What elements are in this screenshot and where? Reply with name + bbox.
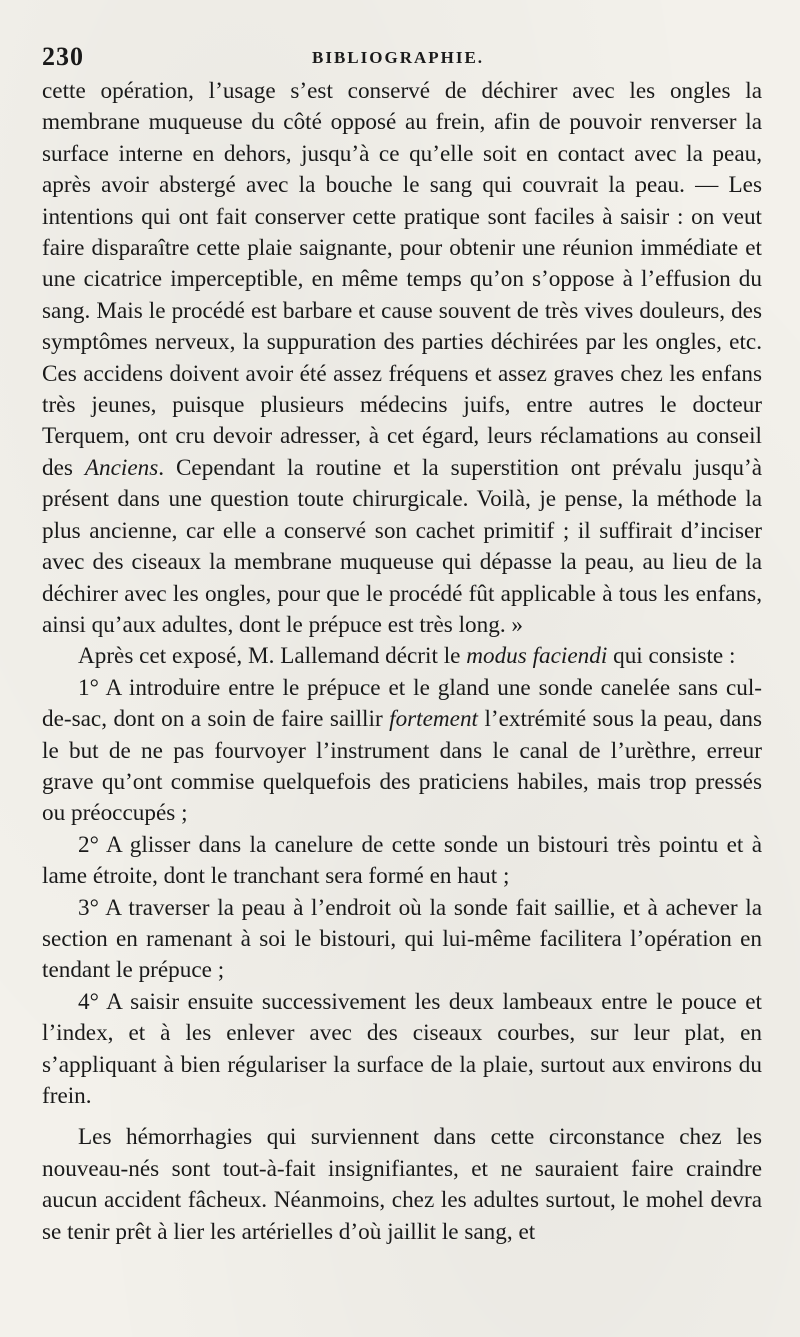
paragraph-text: qui consiste : (607, 643, 736, 670)
paragraph-text: . Cependant la routine et la superstition ont prévalu jusqu’à présent dans une question toute chirurgicale. Voilà, je pense, la méthode la plus ancienne, car elle a conservé son cachet primitif ; il suffirait d’inciser avec des ciseaux la membrane muqueuse qui dépasse la peau, au lieu de la déchirer avec les ongles, pour que le procédé fût applicable à tous les enfans, ainsi qu’aux adultes, dont le prépuce est très long. » (42, 454, 762, 638)
italic-term: Anciens (84, 454, 159, 481)
step-3: 3° A traverser la peau à l’endroit où la sonde fait saillie, et à achever la section en ramenant à soi le bistouri, qui lui-même facilitera l’opération en tendant le prépuce ; (42, 894, 762, 984)
paragraph-hemorrhage: Les hémorrhagies qui surviennent dans cette circonstance chez les nouveau-nés sont tout-à-fait insignifiantes, et ne sauraient faire craindre aucun accident fâcheux. Néanmoins, chez les adultes surtout, le mohel devra se tenir prêt à lier les artérielles d’où jaillit le sang, et (42, 1124, 762, 1245)
italic-term: fortement (389, 706, 478, 733)
paragraph-method-intro (42, 641, 762, 672)
italic-term: modus faciendi (466, 643, 608, 670)
paragraph-quote-continuation (42, 76, 762, 641)
paragraph-text: 1° A introduire entre le prépuce et le gland une sonde canelée sans cul-de-sac, dont on a soin de faire saillir (42, 674, 762, 733)
running-head (42, 36, 762, 76)
running-title: BIBLIOGRAPHIE. (312, 48, 485, 67)
body-text (42, 76, 762, 1248)
paragraph-text: Après cet exposé, M. Lallemand décrit le (78, 643, 467, 670)
step-2: 2° A glisser dans la canelure de cette sonde un bistouri très pointu et à lame étroite, dont le tranchant sera formé en haut ; (42, 831, 762, 890)
page-number: 230 (42, 42, 84, 71)
step-1 (42, 673, 762, 830)
step-4: 4° A saisir ensuite successivement les deux lambeaux entre le pouce et l’index, et à les enlever avec des ciseaux courbes, sur leur plat, en s’appliquant à bien régulariser la surface de la plaie, surtout aux environs du frein. (42, 988, 762, 1109)
paragraph-text: cette opération, l’usage s’est conservé de déchirer avec les ongles la membrane muqueuse du côté opposé au frein, afin de pouvoir renverser la surface interne en dehors, jusqu’à ce qu’elle soit en contact avec la peau, après avoir abstergé avec la bouche le sang qui couvrait la peau. — Les intentions qui ont fait conserver cette pratique sont faciles à saisir : on veut faire disparaître cette plaie saignante, pour obtenir une réunion immédiate et une cicatrice imperceptible, en même temps qu’on s’oppose à l’effusion du sang. Mais le procédé est barbare et cause souvent de très vives douleurs, des symptômes nerveux, la suppuration des parties déchirées par les ongles, etc. Ces accidens doivent avoir été assez fréquens et assez graves chez les enfans très jeunes, puisque plusieurs médecins juifs, entre autres le docteur Terquem, ont cru devoir adresser, à cet égard, leurs réclamations au conseil des (42, 78, 762, 481)
paragraph-text: l’extrémité sous la peau, dans le but de ne pas fourvoyer l’instrument dans le canal de l’urèthre, erreur grave qu’ont commise quelquefois des praticiens habiles, mais trop pressés ou préoccupés ; (42, 706, 762, 827)
